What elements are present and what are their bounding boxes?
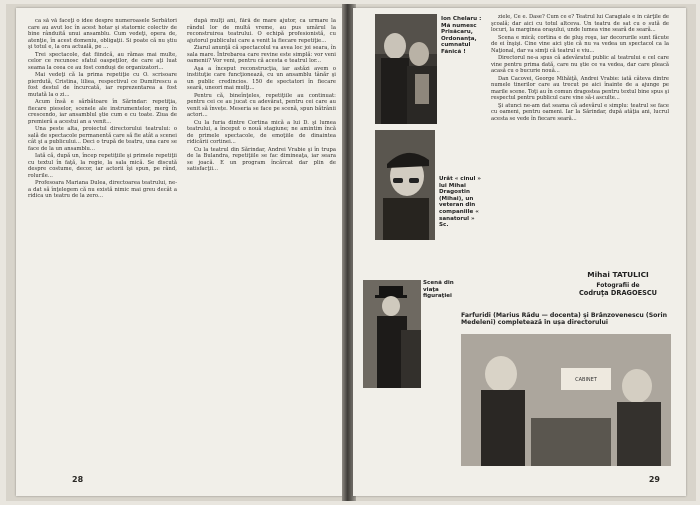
paragraph: Dan Cacovei, George Mihăiţă, Andrei Vrabie: iată câteva dintre numele tinerilor care au trecut pe aici înainte de a ajunge pe marile scene. Toţi au în comun dragostea pentru textul bine spus şi respectul pentru publicul care vine să-i asculte... — [491, 75, 669, 101]
photo-scene — [363, 280, 421, 388]
caption-middle: Urât « cinul » lui Mihai Dragostin (Mihai), un veteran din companiile « sanatorul » Sc. — [439, 176, 481, 229]
left-column-2 — [187, 18, 336, 474]
paragraph: Profesoara Mariana Dulea, directoarea teatrului, ne-a dat să înţelegem că nu există nimic mai greu decât a ridica un teatru de la zero... — [28, 180, 177, 199]
paragraph: Scena e mică; cortina e de pluş roşu, iar decorurile sunt făcute de ei înşişi. Cine vine aici ştie că nu va vedea un spectacol ca la Naţional, dar va simţi că teatrul e viu... — [491, 34, 669, 54]
page-number: 29 — [648, 475, 660, 484]
caption-top: Ion Chelaru : Mă numesc Prisăcaru, Ordonanţa, cumnatul Fănică ! — [441, 16, 482, 55]
paragraph: Pentru că, bineînţeles, repetiţiile au continuat: pentru cei ce au jucat cu adevărat, pentru cei care au venit să învețe. Meseria se face pe scenă, spun bătrânii actori... — [187, 92, 336, 118]
left-page — [16, 8, 346, 496]
photo-actors-top — [375, 14, 437, 124]
svg-text:CABINET: CABINET — [575, 377, 597, 383]
right-column-top — [491, 14, 669, 248]
caption-bottom: Farfuridi (Marius Rădu — docenta) şi Brânzovenescu (Sorin Medeleni) completează în ușa directorului — [461, 312, 667, 327]
page-number: 28 — [72, 475, 84, 484]
photo-farfuridi — [461, 334, 671, 466]
magazine-spread — [6, 4, 696, 501]
photographer-name: Codruţa DRAGOESCU — [578, 289, 658, 297]
article-credits — [563, 270, 673, 297]
author-name: Mihai TATULICI — [587, 270, 649, 279]
paragraph: Ziarul anunţă că spectacolul va avea loc joi seara, în sala mare. Întrebarea care revine este simplă: vor veni oamenii? Vor veni, pentru că acesta e teatrul lor... — [187, 45, 336, 64]
paragraph: Şi atunci ne-am dat seama că adevărul e simplu: teatrul se face cu oameni, pentru oameni. Iar la Sărindar, după atâţia ani, lucrul acesta se vede în fiecare seară... — [491, 102, 669, 122]
right-page — [353, 8, 686, 496]
paragraph: Acum însă e sărbătoare în Sărindar: repetiţia, fiecare pieselor, scenele ale instrumentelor, merg în crescendo, iar ansamblul ştie cum e cu toate. Ziua de premieră a acestui an a venit... — [28, 99, 177, 125]
paragraph: Una peste alta, proiectul directorului teatrului: o sală de spectacole permanentă care să fie atât a scenei cât şi a publicului... Deci o trupă de teatru, una care se face de la un ansamblu... — [28, 126, 177, 152]
paragraph: Cu la furia dintre Cortina mică a lui D. şi lumea teatrului, a început o nouă stagiune; ne amintim încă de primele spectacole, de emoţiile de dinaintea ridicării cortinei... — [187, 119, 336, 145]
paragraph: Directorul ne-a spus că adevăratul public al teatrului e cel care vine pentru prima dată, care nu ştie ce va vedea, dar care pleacă acasă cu o bucurie nouă... — [491, 55, 669, 74]
left-page-columns — [28, 18, 336, 474]
left-column-1 — [28, 18, 177, 474]
paragraph: ca să vă faceţi o idee despre numeroasele Serbători care au avut loc în acest hotar şi statornic colectiv de bine rânduită unui ansamblu. Cum vedeţi, opera de, atenţie, în acest domeniu, obligaţii. Si poate că nu ştiu şi totul e, la ora actuală, pe ... — [28, 18, 177, 50]
paragraph: Cu la teatrul din Sărindar, Andrei Vrabie şi în trupa de la Bulandra, repetiţiile se fac dimineaţa, iar seara se joacă. E un program încărcat dar plin de satisfacţii... — [187, 146, 336, 172]
paragraph: Iată că, după un, încep repetiţiile şi primele repetiţii cu textul în faţă, la regie, la sala mică. Se discută despre costume, decor, iar actorii îşi spun, pe rând, rolurile... — [28, 153, 177, 179]
paragraph: Trei spectacole, dat fiindcă, au rămas mai multe, celor ce recunosc sfatul oaspeţilor, de care aţi luat seama la ceea ce au fost conduşi de organizatori... — [28, 51, 177, 71]
paragraph: Mai vedeţi că la prima repetiţie cu O. scrisoare pierdută, Cristina, liliea, respectivul ce Dumitrescu a fost destul de încurcată, iar reprezentarea a fost mutată la o zi... — [28, 72, 177, 98]
caption-scene: Scenă din viaţa figuraţiei — [423, 280, 454, 300]
photo-veteran — [375, 130, 435, 240]
paragraph: Aşa a început reconstrucţia, iar astăzi avem o instituţie care funcţionează, cu un ansamblu tânăr şi un public credincios. 150 de spectatori în fiecare seară, uneori mai mulţi... — [187, 65, 336, 91]
paragraph: ziele, Ce e. Dase? Cum ce e? Teatrul lui Caragiale e în cărţile de şcoală; dar aici cu totul altceva. Un teatru de sat cu o sută de locuri, la marginea oraşului, unde lumea vine seară de seară... — [491, 14, 669, 33]
paragraph: după mulţi ani, fără de mare ajutor, ca urmare la rândul lor de multă vreme, au pus umărul la reconstruirea teatrului. O echipă profesionistă, cu ajutorul publicului care a venit la fiecare repetiţie... — [187, 18, 336, 44]
photo-credit-label: Fotografii de — [596, 282, 640, 289]
